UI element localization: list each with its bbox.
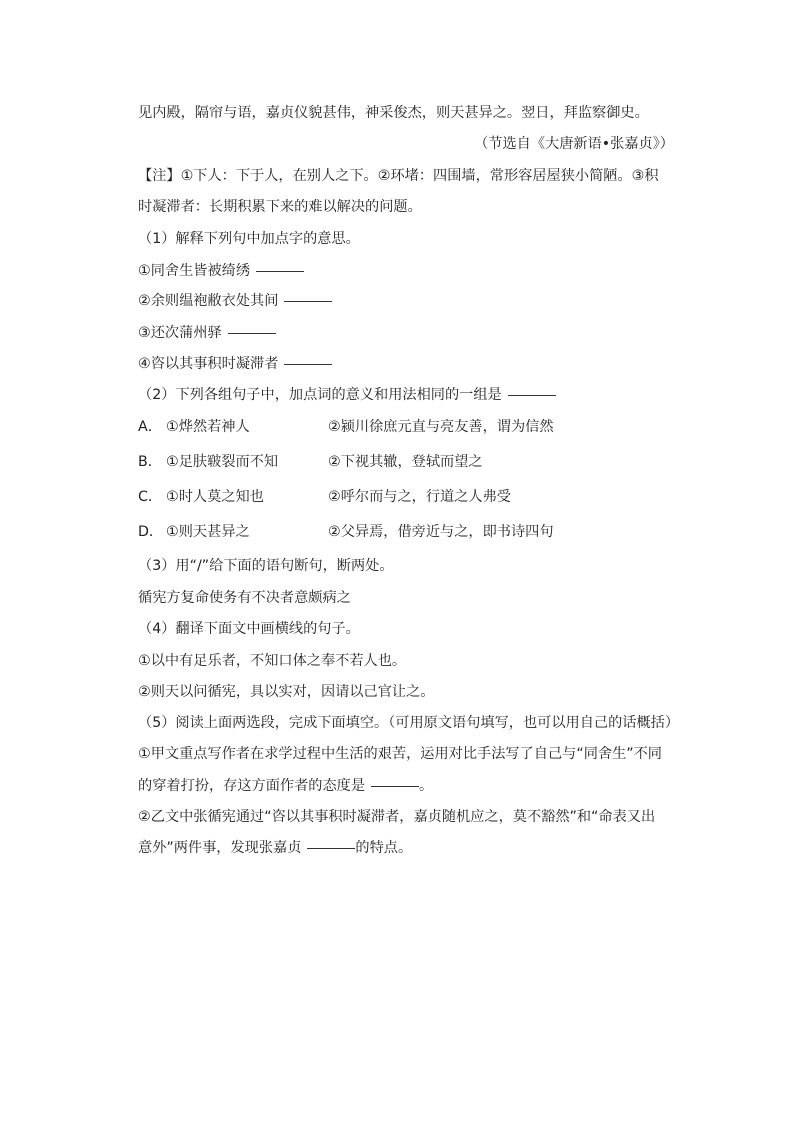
answer-blank[interactable] [256, 270, 304, 272]
q1-item-4: ④咨以其事积时凝滞者 [138, 354, 678, 374]
q2-option-a[interactable]: A． ①烨然若神人 ②颍川徐庶元直与亮友善，谓为信然 [138, 419, 554, 435]
answer-blank[interactable] [284, 300, 332, 302]
q2-stem: （2）下列各组句子中，加点词的意义和用法相同的一组是 [138, 385, 678, 405]
answer-blank[interactable] [228, 332, 276, 334]
q5-item-2-line-1: ②乙文中张循宪通过“咨以其事积时凝滞者，嘉贞随机应之，莫不豁然”和“命表又出 [138, 809, 656, 825]
answer-blank[interactable] [508, 394, 556, 396]
q4-item-1: ①以中有足乐者，不知口体之奉不若人也。 [138, 653, 407, 669]
note-line-1: 【注】①下人：下于人，在别人之下。②环堵：四围墙，常形容居屋狭小简陋。③积 [138, 168, 659, 184]
q1-item-1: ①同舍生皆被绮绣 [138, 261, 678, 281]
q2-option-b[interactable]: B． ①足肤皲裂而不知 ②下视其辙，登轼而望之 [138, 454, 483, 470]
q5-item-1-line-1: ①甲文重点写作者在求学过程中生活的艰苦，运用对比手法写了自己与“同舍生”不同 [138, 746, 662, 762]
q5-item-2-line-2: 意外”两件事，发现张嘉贞 的特点。 [138, 840, 413, 856]
note-line-2: 时凝滞者：长期积累下来的难以解决的问题。 [138, 199, 422, 215]
q3-sentence: 循宪方复命使务有不决者意颇病之 [138, 590, 351, 606]
passage-source: （节选自《大唐新语•张嘉贞》） [474, 136, 674, 152]
passage-last-line: 见内殿，隔帘与语，嘉贞仪貌甚伟，神采俊杰，则天甚异之。翌日，拜监察御史。 [138, 105, 649, 121]
q4-stem: （4）翻译下面文中画横线的句子。 [138, 621, 360, 637]
q2-option-d[interactable]: D． ①则天甚异之 ②父异焉，借旁近与之，即书诗四句 [138, 524, 554, 540]
answer-blank[interactable] [284, 363, 332, 365]
answer-blank[interactable] [307, 847, 355, 849]
q4-item-2: ②则天以问循宪，具以实对，因请以己官让之。 [138, 684, 435, 700]
q3-stem: （3）用“/”给下面的语句断句，断两处。 [138, 558, 394, 574]
q1-item-3: ③还次蒲州驿 [138, 323, 678, 343]
q2-option-c[interactable]: C． ①时人莫之知也 ②呼尔而与之，行道之人弗受 [138, 489, 511, 505]
q5-item-1-line-2: 的穿着打扮，存这方面作者的态度是 。 [138, 778, 434, 794]
q1-item-2: ②余则缊袍敝衣处其间 [138, 291, 678, 311]
answer-blank[interactable] [371, 785, 419, 787]
q1-stem: （1）解释下列句中加点字的意思。 [138, 231, 360, 247]
q5-stem: （5）阅读上面两选段，完成下面填空。（可用原文语句填写，也可以用自己的话概括） [138, 715, 680, 731]
